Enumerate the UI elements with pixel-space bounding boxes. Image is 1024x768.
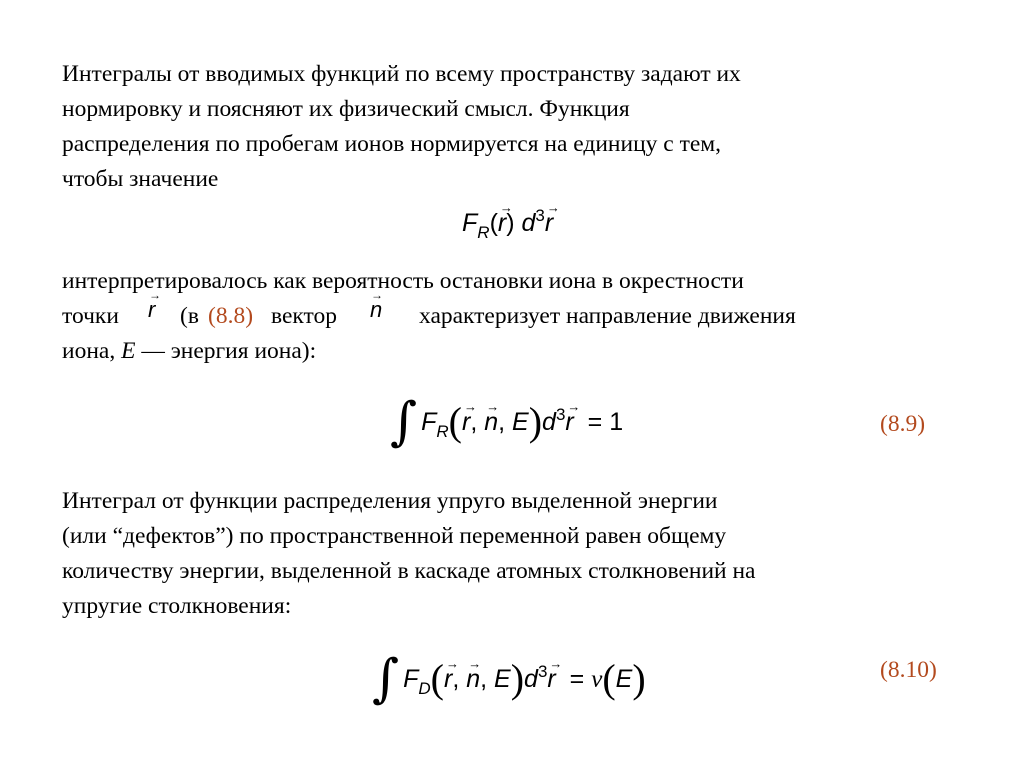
- energy-symbol: E: [121, 338, 136, 364]
- equation-8-10: ∫ $F_D(r$ →, n →, $E)d^3r$ → = ν(E): [372, 655, 646, 697]
- formula-subscript: D: [418, 679, 431, 698]
- text-line: упругие столкновения:: [62, 593, 292, 619]
- equals-sign: =: [569, 665, 585, 693]
- nu-symbol: ν: [591, 666, 603, 693]
- text-line-vectors: [62, 299, 962, 334]
- equation-number-8-10: (8.10): [880, 657, 937, 683]
- formula-d: d: [524, 665, 538, 693]
- text-line: распределения по пробегам ионов нормируется на единицу с тем,: [62, 131, 722, 157]
- text-tochki: точки: [62, 303, 119, 329]
- integral-sign: ∫: [390, 392, 418, 452]
- text-direction: характеризует направление движения: [419, 303, 796, 329]
- formula-vector-r: r →: [444, 664, 452, 694]
- equation-reference-8-8[interactable]: (8.8): [208, 303, 254, 329]
- text-line: чтобы значение: [62, 166, 219, 192]
- formula-vector-r2: r →: [547, 664, 555, 694]
- text-line: интерпретировалось как вероятность остановки иона в окрестности: [62, 268, 744, 294]
- integral-sign: ∫: [372, 649, 400, 709]
- text-line: (или “дефектов”) по пространственной переменной равен общему: [62, 523, 727, 549]
- formula-vector-r2: r →: [545, 208, 553, 238]
- text-line: Интегралы от вводимых функций по всему пространству задают их: [62, 61, 741, 87]
- formula-power: 3: [535, 206, 545, 225]
- formula-f: F: [403, 665, 419, 693]
- formula-energy: E: [494, 665, 511, 693]
- inline-vector-n: n →: [370, 292, 382, 327]
- formula-subscript: R: [436, 422, 449, 441]
- formula-d: d: [542, 408, 556, 436]
- formula-vector-r: r →: [498, 208, 506, 238]
- formula-subscript: R: [477, 223, 490, 242]
- equation-8-9: ∫ $F_R(r$ →, n →, $E)d^3r$ → = 1: [390, 398, 623, 440]
- formula-power: 3: [537, 662, 548, 681]
- rhs-value: 1: [609, 408, 624, 436]
- paragraph-integral-energy: [62, 484, 962, 624]
- formula-vector-r: r →: [462, 407, 470, 437]
- formula-vector-n: n →: [484, 407, 498, 437]
- paragraph-probability: [62, 264, 962, 369]
- formula-d: d: [521, 209, 536, 237]
- formula-energy: E: [512, 408, 529, 436]
- formula-probability-density: $F_R(r$ →) $d^3r$ →: [462, 208, 553, 241]
- formula-vector-r2: r →: [565, 407, 573, 437]
- text-line: нормировку и поясняют их физический смысл. Функция: [62, 96, 630, 122]
- formula-f: F: [421, 408, 437, 436]
- formula-f: F: [462, 209, 478, 237]
- text-line: количеству энергии, выделенной в каскаде атомных столкновений на: [62, 558, 756, 584]
- equation-number-8-9: (8.9): [880, 411, 926, 437]
- text-line: Интеграл от функции распределения упруго выделенной энергии: [62, 488, 718, 514]
- formula-vector-n: n →: [466, 664, 480, 694]
- formula-power: 3: [555, 405, 566, 424]
- inline-vector-r: r →: [148, 292, 155, 327]
- text-line: иона, E — энергия иона):: [62, 338, 317, 364]
- paragraph-normalization: [62, 57, 962, 197]
- text-v: (в: [180, 303, 199, 329]
- equals-sign: =: [587, 408, 603, 436]
- text-vektor: вектор: [271, 303, 337, 329]
- formula-energy-2: E: [615, 665, 633, 693]
